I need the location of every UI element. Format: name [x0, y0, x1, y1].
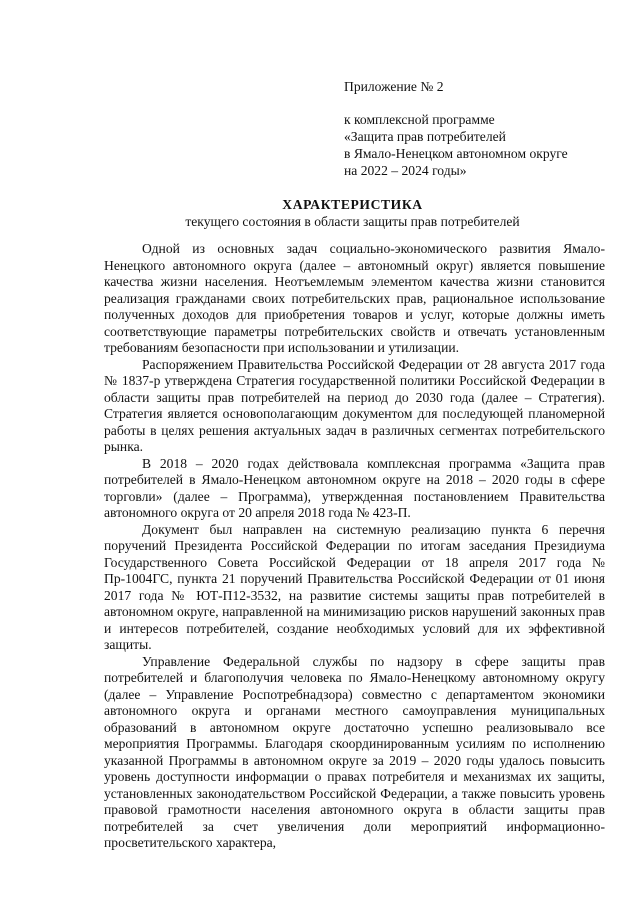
appendix-block	[344, 78, 624, 179]
appendix-line: «Защита прав потребителей	[344, 129, 506, 144]
paragraph: Распоряжением Правительства Российской Федерации от 28 августа 2017 года № 1837-р утверждена Стратегия государственной политики Российской Федерации в области защиты прав потребителей на период до 2030 года (далее – Стратегия). Стратегия является основополагающим документом для последующей планомерной работы в целях решения актуальных задач в различных сегментах потребительского рынка.	[104, 356, 605, 454]
appendix-line: к комплексной программе	[344, 112, 495, 127]
document-title: ХАРАКТЕРИСТИКА	[282, 197, 423, 212]
appendix-line: в Ямало-Ненецком автономном округе	[344, 146, 568, 161]
paragraph: Документ был направлен на системную реализацию пункта 6 перечня поручений Президента Российской Федерации по итогам заседания Президиума Государственного Совета Российской Федерации от 18 апреля 2017 года № Пр-1004ГС, пункта 21 поручений Правительства Российской Федерации от 01 июня 2017 года № ЮТ-П12-3532, на развитие системы защиты прав потребителей в автономном округе, направленной на минимизацию рисков нарушений законных прав и интересов потребителей, создание необходимых условий для их эффективной защиты.	[104, 521, 605, 652]
document-body	[104, 241, 605, 852]
appendix-title: Приложение № 2	[344, 79, 444, 94]
appendix-line: на 2022 – 2024 годы»	[344, 163, 467, 178]
document-subtitle: текущего состояния в области защиты прав потребителей	[185, 214, 520, 229]
paragraph: В 2018 – 2020 годах действовала комплексная программа «Защита прав потребителей в Ямало-Ненецком автономном округе на 2018 – 2020 годы в сфере торговли» (далее – Программа), утвержденная постановлением Правительства автономного округа от 20 апреля 2018 года № 423-П.	[104, 455, 605, 520]
paragraph: Одной из основных задач социально-экономического развития Ямало-Ненецкого автономного округа (далее – автономный округ) является повышение качества жизни населения. Неотъемлемым элементом качества жизни становится реализация гражданами своих потребительских прав, рациональное использование полученных доходов для приобретения товаров и услуг, которые должны иметь соответствующие параметры потребительских свойств и отвечать установленным требованиям безопасности при использовании и утилизации.	[104, 241, 605, 355]
document-heading	[100, 196, 605, 230]
paragraph: Управление Федеральной службы по надзору в сфере защиты прав потребителей и благополучия человека по Ямало-Ненецкому автономному округу (далее – Управление Роспотребнадзора) совместно с департаментом экономики автономного округа и органами местного самоуправления муниципальных образований в автономном округе достаточно успешно реализовывало все мероприятия Программы. Благодаря скоординированным усилиям по исполнению указанной Программы в автономном округе за 2019 – 2020 годы удалось повысить уровень доступности информации о правах потребителя и механизмах их защиты, установленных законодательством Российской Федерации, а также повысить уровень правовой грамотности населения автономного округа в области защиты прав потребителей за счет увеличения доли мероприятий информационно-просветительского характера,	[104, 653, 605, 850]
